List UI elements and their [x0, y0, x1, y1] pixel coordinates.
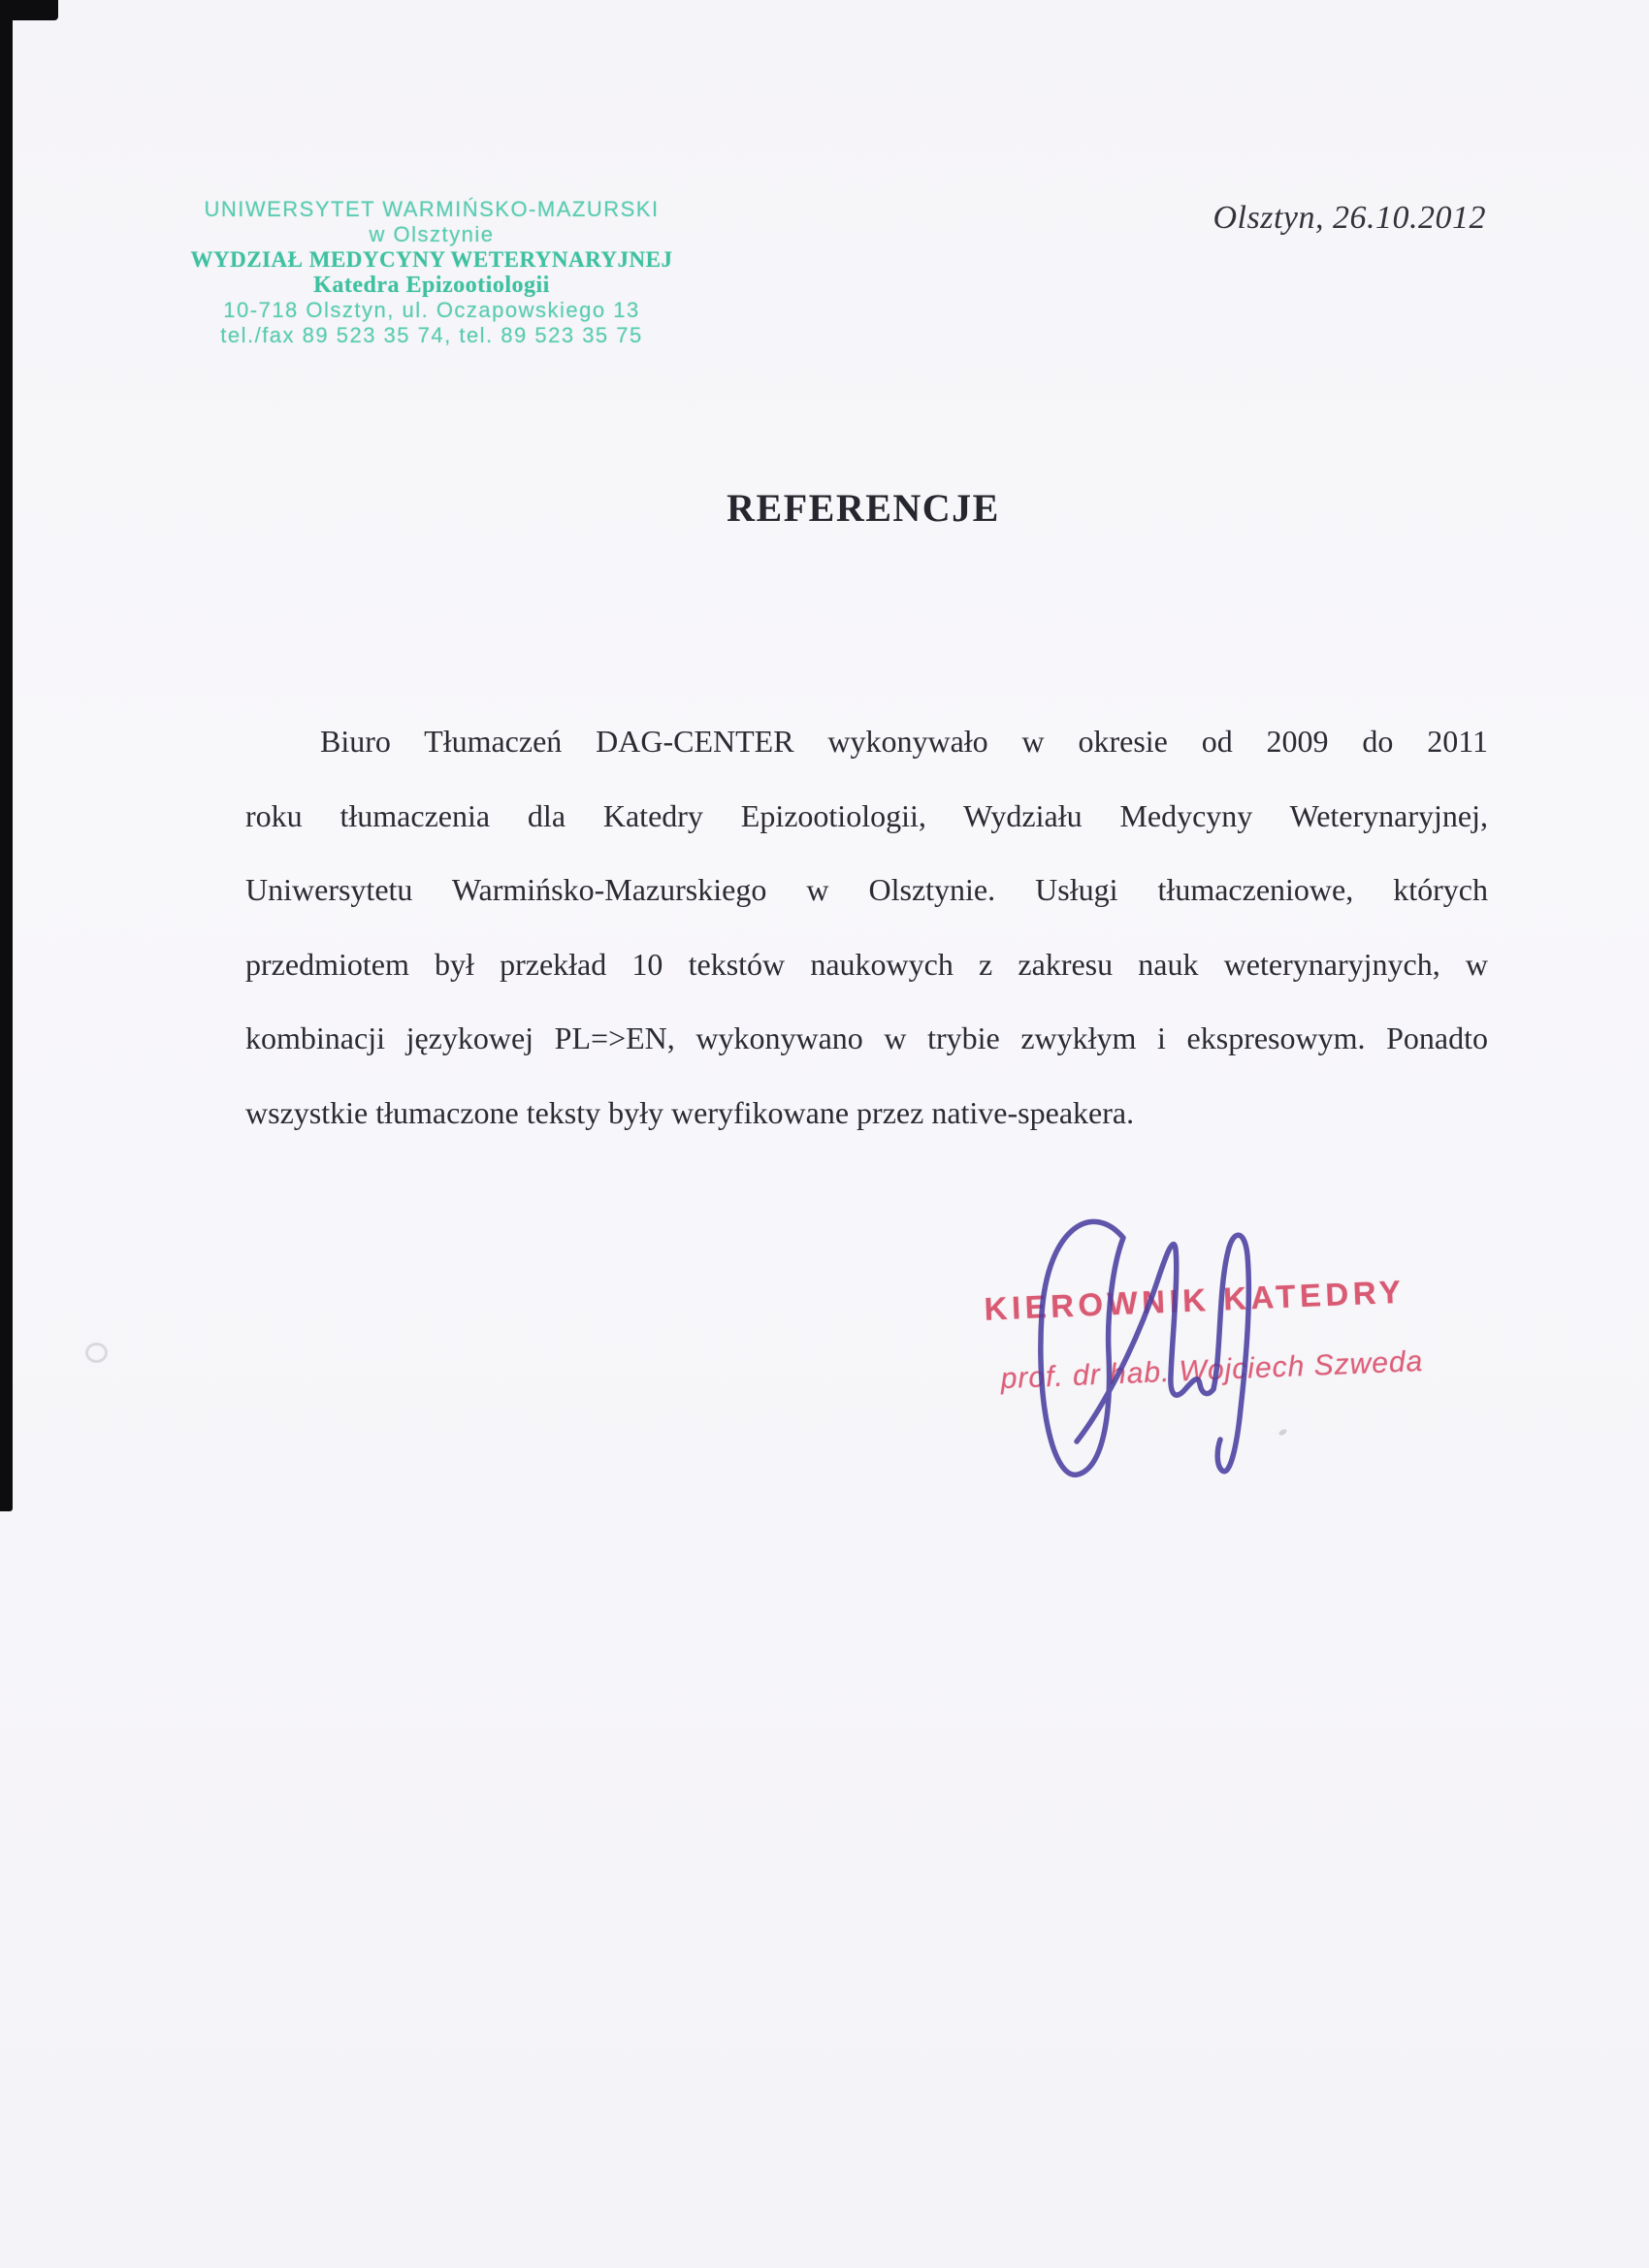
stamp-university-name: UNIWERSYTET WARMIŃSKO-MAZURSKI: [204, 197, 660, 221]
document-title: REFERENCJE: [727, 486, 1000, 530]
scan-edge-artifact-left: [0, 0, 13, 1511]
body-line: roku tłumaczenia dla Katedry Epizootiologii, Wydziału Medycyny Weterynaryjnej,: [245, 797, 1488, 833]
signatory-name: prof. dr hab. Wojciech Szweda: [1000, 1345, 1424, 1396]
scan-smudge: [85, 1343, 108, 1363]
body-paragraph: [245, 704, 1488, 1150]
body-line: kombinacji językowej PL=>EN, wykonywano w trybie zwykłym i ekspresowym. Ponadto: [245, 1021, 1488, 1055]
body-line: wszystkie tłumaczone teksty były weryfikowane przez native-speakera.: [245, 1094, 1135, 1130]
body-line: Uniwersytetu Warmińsko-Mazurskiego w Olsztynie. Usługi tłumaczeniowe, których: [245, 872, 1488, 907]
handwritten-signature: [1009, 1209, 1280, 1511]
university-ink-stamp: [182, 197, 681, 348]
body-line: przedmiotem był przekład 10 tekstów naukowych z zakresu nauk weterynaryjnych, w: [245, 946, 1488, 982]
date-line: Olsztyn, 26.10.2012: [1212, 200, 1486, 236]
scan-edge-artifact-top: [0, 0, 58, 20]
stamp-phone-line: tel./fax 89 523 35 74, tel. 89 523 35 75: [220, 323, 643, 347]
stamp-city-line: w Olsztynie: [369, 222, 495, 246]
stamp-address-line: 10-718 Olsztyn, ul. Oczapowskiego 13: [223, 298, 640, 322]
stamp-faculty-line: WYDZIAŁ MEDYCYNY WETERYNARYJNEJ: [190, 247, 673, 272]
stamp-department-line: Katedra Epizootiologii: [313, 273, 550, 298]
signatory-role: KIEROWNIK KATEDRY: [983, 1273, 1406, 1327]
body-line: Biuro Tłumaczeń DAG-CENTER wykonywało w okresie od 2009 do 2011: [320, 724, 1488, 759]
